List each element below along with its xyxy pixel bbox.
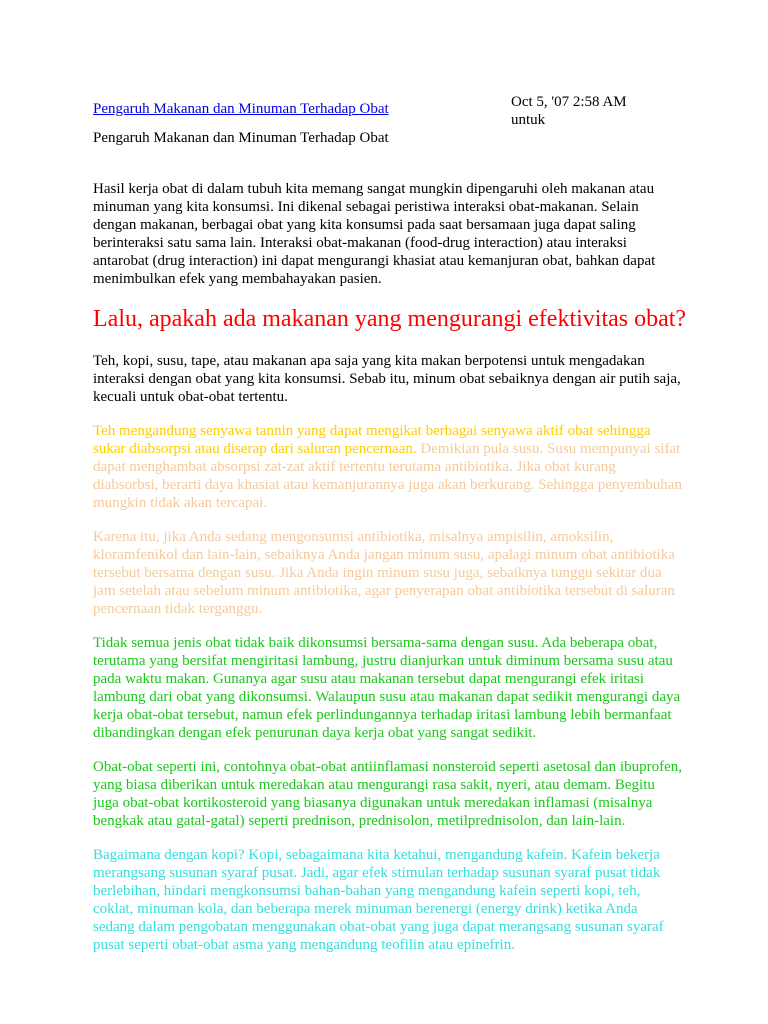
intro-paragraph: Hasil kerja obat di dalam tubuh kita memang sangat mungkin dipengaruhi oleh makanan atau minuman yang kita konsumsi. Ini dikenal sebagai peristiwa interaksi obat-makanan. Selain dengan makanan, berbagai obat yang kita konsumsi pada saat bersamaan juga dapat saling berinteraksi satu sama lain. Interaksi obat-makanan (food-drug interaction) atau interaksi antarobat (drug interaction) ini dapat mengurangi khasiat atau kemanjuran obat, bahkan dapat menimbulkan efek yang membahayakan pasien. (93, 181, 656, 287)
paragraph-coffee: Bagaimana dengan kopi? Kopi, sebagaimana kita ketahui, mengandung kafein. Kafein bekerja merangsang susunan syaraf pusat. Jadi, agar efek stimulan terhadap susunan syaraf pusat tidak berlebihan, hindari mengkonsumsi bahan-bahan yang mengandung kafein seperti kopi, teh, coklat, minuman kola, dan beberapa merek minuman berenergi (energy drink) ketika Anda sedang dalam pengobatan menggunakan obat-obat yang juga dapat merangsang susunan syaraf pusat seperti obat-obat asma yang mengandung teofilin atau epinefrin. (93, 847, 664, 953)
paragraph-nsaid-examples: Obat-obat seperti ini, contohnya obat-obat antiinflamasi nonsteroid seperti asetosal dan ibuprofen, yang biasa diberikan untuk meredakan atau mengurangi rasa sakit, nyeri, atau demam. Begitu juga obat-obat kortikosteroid yang biasanya digunakan untuk meredakan inflamasi (misalnya bengkak atau gatal-gatal) seperti prednison, prednisolon, metilprednisolon, dan lain-lain. (93, 759, 682, 829)
paragraph-tea-milk (93, 422, 683, 512)
paragraph-stomach-irritation: Tidak semua jenis obat tidak baik dikonsumsi bersama-sama dengan susu. Ada beberapa obat, terutama yang bersifat mengiritasi lambung, justru dianjurkan untuk diminum bersama susu atau pada waktu makan. Gunanya agar susu atau makanan tersebut dapat mengurangi efek iritasi lambung dari obat yang dikonsumsi. Walaupun susu atau makanan dapat sedikit mengurangi daya kerja obat-obat tersebut, namun efek perlindungannya terhadap iritasi lambung lebih bermanfaat dibandingkan dengan efek penurunan daya kerja obat yang sangat sedikit. (93, 635, 681, 741)
paragraph-antibiotics: Karena itu, jika Anda sedang mengonsumsi antibiotika, misalnya ampisilin, amoksilin, kloramfenikol dan lain-lain, sebaiknya Anda jangan minum susu, apalagi minum obat antibiotika tersebut bersama dengan susu. Jika Anda ingin minum susu juga, sebaiknya tunggu sekitar dua jam setelah atau sebelum minum antibiotika, agar penyerapan obat antibiotika tersebut di saluran pencernaan tidak terganggu. (93, 529, 675, 617)
section-heading: Lalu, apakah ada makanan yang mengurangi efektivitas obat? (93, 306, 687, 332)
post-meta (511, 93, 627, 129)
paragraph-drinks: Teh, kopi, susu, tape, atau makanan apa saja yang kita makan berpotensi untuk mengadakan interaksi dengan obat yang kita konsumsi. Sebab itu, minum obat sebaiknya dengan air putih saja, kecuali untuk obat-obat tertentu. (93, 353, 681, 405)
tea-tannin-text: Teh mengandung senyawa tannin yang dapat mengikat berbagai senyawa aktif obat sehingga sukar diabsorpsi atau diserap dari saluran pencernaan. (93, 423, 651, 457)
article-title-link[interactable]: Pengaruh Makanan dan Minuman Terhadap Obat (93, 101, 389, 117)
milk-absorption-text: Demikian pula susu. Susu mempunyai sifat dapat menghambat absorpsi zat-zat aktif tertentu terutama antibiotika. Jika obat kurang diabsorbsi, berarti daya khasiat atau kemanjurannya juga akan berkurang. Sehingga penyembuhan mungkin tidak akan tercapai. (93, 441, 682, 511)
post-date: Oct 5, '07 2:58 AM (511, 94, 627, 110)
article-body (93, 180, 687, 970)
post-for-label: untuk (511, 112, 546, 128)
article-subtitle: Pengaruh Makanan dan Minuman Terhadap Obat (93, 130, 389, 146)
